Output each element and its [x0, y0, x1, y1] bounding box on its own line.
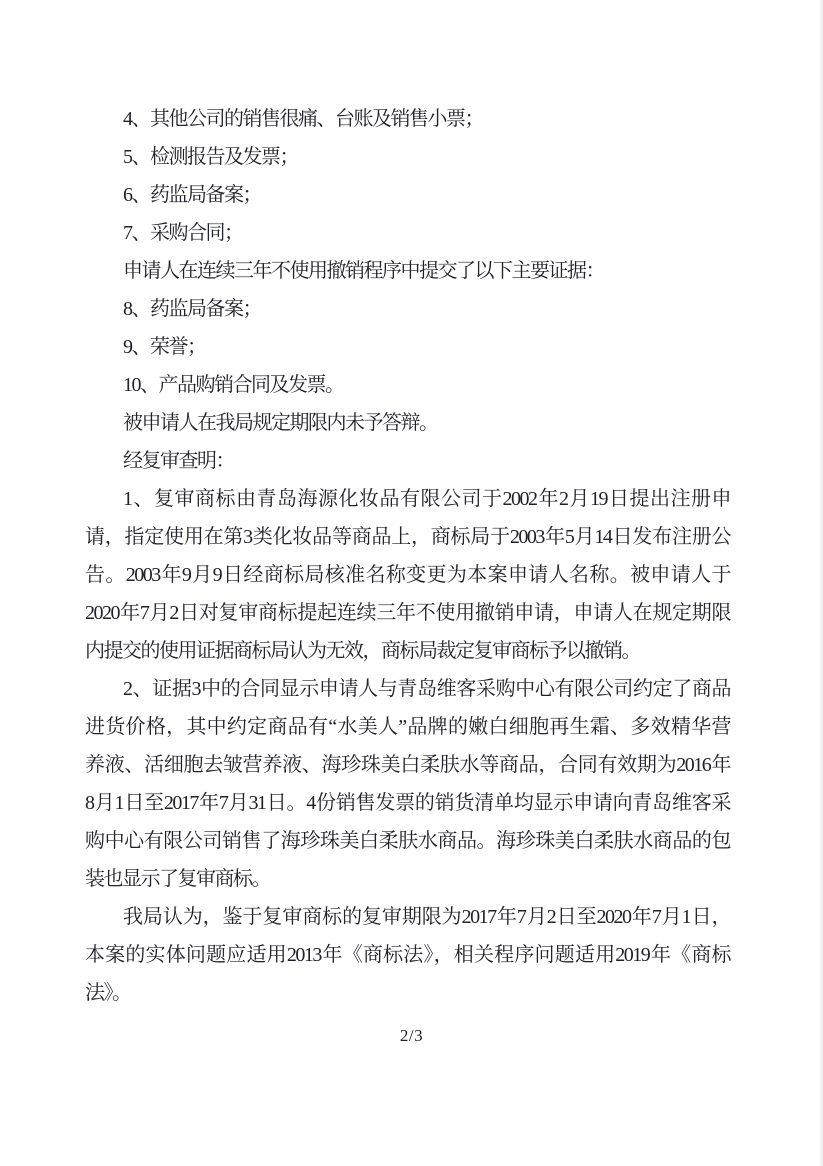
text-line: 申请人在连续三年不使用撤销程序中提交了以下主要证据：	[123, 260, 604, 282]
page-number: 2/3	[399, 1026, 424, 1045]
text-line: 10、产品购销合同及发票。	[123, 374, 344, 396]
text-line: 本案的实体问题应适用2013年《商标法》，相关程序问题适用2019年《商标	[85, 944, 730, 966]
text-line: 被申请人在我局规定期限内未予答辩。	[123, 412, 438, 434]
text-line: 告。2003年9月9日经商标局核准名称变更为本案申请人名称。被申请人于	[85, 564, 730, 586]
text-line: 请，指定使用在第3类化妆品等商品上，商标局于2003年5月14日发布注册公	[85, 526, 730, 548]
text-line: 内提交的使用证据商标局认为无效，商标局裁定复审商标予以撤销。	[85, 640, 640, 662]
text-line: 2、证据3中的合同显示申请人与青岛维客采购中心有限公司约定了商品	[123, 678, 730, 700]
text-line: 2020年7月2日对复审商标提起连续三年不使用撤销申请，申请人在规定期限	[85, 602, 730, 624]
text-line: 装也显示了复审商标。	[85, 868, 270, 890]
text-line: 4、其他公司的销售很痛、台账及销售小票；	[123, 108, 483, 130]
text-line: 6、药监局备案；	[123, 184, 261, 206]
text-line: 经复审查明：	[123, 450, 234, 472]
text-line: 养液、活细胞去皱营养液、海珍珠美白柔肤水等商品，合同有效期为2016年	[85, 754, 730, 776]
text-line: 1、复审商标由青岛海源化妆品有限公司于2002年2月19日提出注册申	[123, 488, 730, 510]
text-line: 进货价格，其中约定商品有“水美人”品牌的嫩白细胞再生霜、多效精华营	[85, 716, 730, 738]
scan-edge-shadow	[819, 0, 823, 1166]
document-body	[85, 100, 730, 1012]
text-line: 5、检测报告及发票；	[123, 146, 298, 168]
text-line: 9、荣誉；	[123, 336, 206, 358]
text-line: 我局认为，鉴于复审商标的复审期限为2017年7月2日至2020年7月1日，	[123, 906, 730, 928]
text-line: 7、采购合同；	[123, 222, 243, 244]
text-line: 8月1日至2017年7月31日。4份销售发票的销货清单均显示申请向青岛维客采	[85, 792, 730, 814]
text-line: 购中心有限公司销售了海珍珠美白柔肤水商品。海珍珠美白柔肤水商品的包	[85, 830, 730, 852]
text-line: 8、药监局备案；	[123, 298, 261, 320]
text-line: 法》。	[85, 982, 131, 1004]
